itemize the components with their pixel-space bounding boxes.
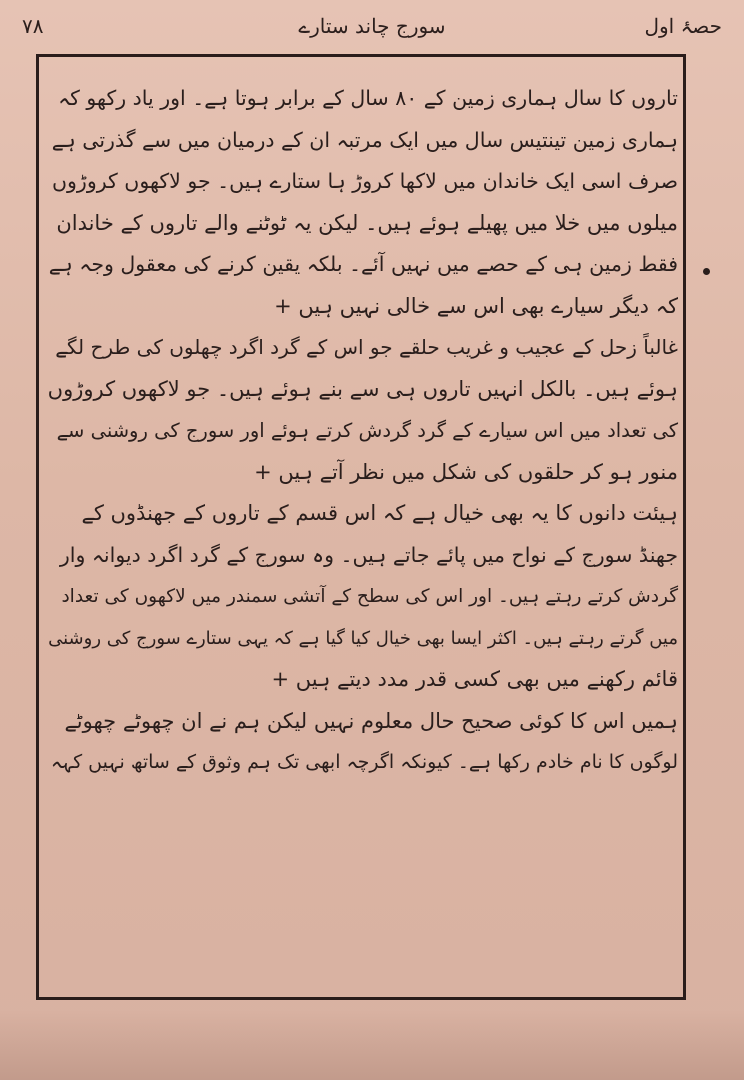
page-header [22,8,722,48]
running-title: سورج چاند ستارے [298,14,446,38]
text-line: لوگوں کا نام خادم رکھا ہے۔ کیونکہ اگرچہ ابھی تک ہم وثوق کے ساتھ نہیں کہہ [50,751,678,773]
text-line: گردش کرتے رہتے ہیں۔ اور اس کی سطح کے آتشی سمندر میں لاکھوں کی تعداد [61,586,678,607]
text-line: کی تعداد میں اس سیارے کے گرد گردش کرتے ہوئے اور سورج کی روشنی سے [56,419,678,442]
text-line: غالباً زحل کے عجیب و غریب حلقے جو اس کے گرد اگرد چھلوں کی طرح لگے [55,335,678,359]
text-line: فقط زمین ہی کے حصے میں نہیں آئے۔ بلکہ یقین کرنے کی معقول وجہ ہے [48,252,678,276]
page-number: ۷۸ [22,14,44,38]
text-line: ہماری زمین تینتیس سال میں ایک مرتبہ ان کے درمیان میں سے گذرتی ہے [51,127,678,152]
body-text [48,78,678,784]
margin-ink-dot [703,268,710,275]
page-shadow [0,1010,744,1080]
text-line: قائم رکھنے میں بھی کسی قدر مدد دیتے ہیں + [271,667,678,691]
text-line: جھنڈ سورج کے نواح میں پائے جاتے ہیں۔ وہ سورج کے گرد اگرد دیوانہ وار [59,542,678,567]
text-line: ہمیں اس کا کوئی صحیح حال معلوم نہیں لیکن ہم نے ان چھوٹے چھوٹے [64,708,678,733]
text-line: میلوں میں خلا میں پھیلے ہوئے ہیں۔ لیکن یہ ٹوٹنے والے تاروں کے خاندان [56,210,678,235]
text-line: ہوئے ہیں۔ بالکل انہیں تاروں ہی سے بنے ہوئے ہیں۔ جو لاکھوں کروڑوں [47,376,678,401]
text-line: کہ دیگر سیارے بھی اس سے خالی نہیں ہیں + [274,293,678,318]
text-line: منور ہو کر حلقوں کی شکل میں نظر آتے ہیں + [254,459,678,484]
text-line: ہیئت دانوں کا یہ بھی خیال ہے کہ اس قسم کے تاروں کے جھنڈوں کے [81,501,678,525]
section-label: حصۂ اول [644,14,722,38]
text-line: صرف اسی ایک خاندان میں لاکھا کروڑ ہا ستارے ہیں۔ جو لاکھوں کروڑوں [51,169,678,193]
text-line: میں گرتے رہتے ہیں۔ اکثر ایسا بھی خیال کیا گیا ہے کہ یہی ستارے سورج کی روشنی [48,627,678,649]
text-line: تاروں کا سال ہماری زمین کے ۸۰ سال کے برابر ہوتا ہے۔ اور یاد رکھو کہ [58,86,678,110]
